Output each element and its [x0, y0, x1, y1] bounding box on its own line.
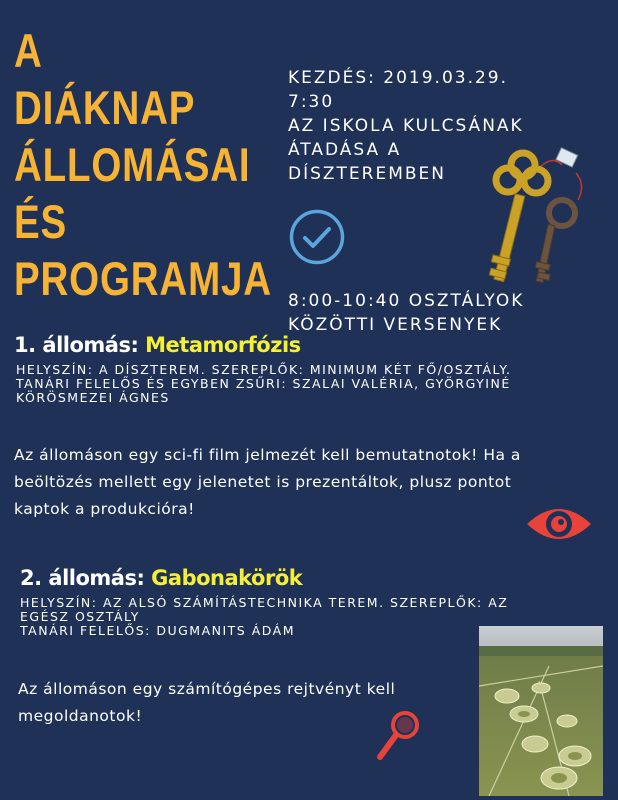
- station-1-desc-line-3: kaptok a produkcióra!: [14, 500, 195, 518]
- magnifier-icon: [374, 708, 422, 764]
- station-1-heading: [14, 333, 301, 357]
- station-2-name: Gabonakörök: [151, 566, 303, 590]
- station-1-name: Metamorfózis: [145, 333, 301, 357]
- start-date: KEZDÉS: 2019.03.29.: [288, 68, 509, 88]
- station-2-meta-line-3: TANÁRI FELELŐS: DUGMANITS ÁDÁM: [20, 623, 296, 638]
- keys-icon: [478, 145, 600, 290]
- start-event-line-3: DÍSZTEREMBEN: [288, 164, 447, 184]
- station-1-meta: [16, 363, 616, 405]
- station-1-label: 1. állomás:: [14, 333, 146, 357]
- station-1-meta-line-1: HELYSZÍN: A DÍSZTEREM. SZEREPLŐK: MINIMUM KÉT FŐ/OSZTÁLY.: [16, 362, 512, 377]
- start-event-line-2: ÁTADÁSA A: [288, 140, 402, 160]
- crop-circle-photo: [479, 626, 603, 796]
- station-2-meta-line-2: EGÉSZ OSZTÁLY: [20, 609, 140, 624]
- station-2-heading: [20, 566, 302, 590]
- schedule-info: [288, 289, 598, 337]
- start-time: 7:30: [288, 92, 335, 112]
- station-2-label: 2. állomás:: [20, 566, 152, 590]
- station-1-meta-line-3: KÖRÖSMEZEI ÁGNES: [16, 390, 170, 405]
- station-1-desc-line-2: beöltözés mellett egy jelenetet is prezentáltok, plusz pontot: [14, 473, 512, 491]
- eye-icon: [524, 500, 594, 548]
- page-title: [14, 22, 272, 307]
- title-line-3: ÉS: [14, 195, 68, 248]
- station-1-meta-line-2: TANÁRI FELELŐS ÉS EGYBEN ZSŰRI: SZALAI VALÉRIA, GYÖRGYINÉ: [16, 376, 511, 391]
- station-2-meta-line-1: HELYSZÍN: AZ ALSÓ SZÁMÍTÁSTECHNIKA TEREM. SZEREPLŐK: AZ: [20, 595, 509, 610]
- station-2-desc-line-2: megoldanotok!: [18, 707, 143, 725]
- start-event-line-1: AZ ISKOLA KULCSÁNAK: [288, 116, 524, 136]
- title-line-1: A DIÁKNAP: [14, 24, 196, 134]
- title-line-4: PROGRAMJA: [14, 252, 272, 305]
- title-line-2: ÁLLOMÁSAI: [14, 138, 251, 191]
- schedule-line-2: KÖZÖTTI VERSENYEK: [288, 315, 503, 335]
- schedule-line-1: 8:00-10:40 OSZTÁLYOK: [288, 291, 525, 311]
- station-2-desc-line-1: Az állomáson egy számítógépes rejtvényt kell: [18, 680, 396, 698]
- station-1-desc-line-1: Az állomáson egy sci-fi film jelmezét kell bemutatnotok! Ha a: [14, 446, 521, 464]
- check-circle-icon: [288, 208, 346, 266]
